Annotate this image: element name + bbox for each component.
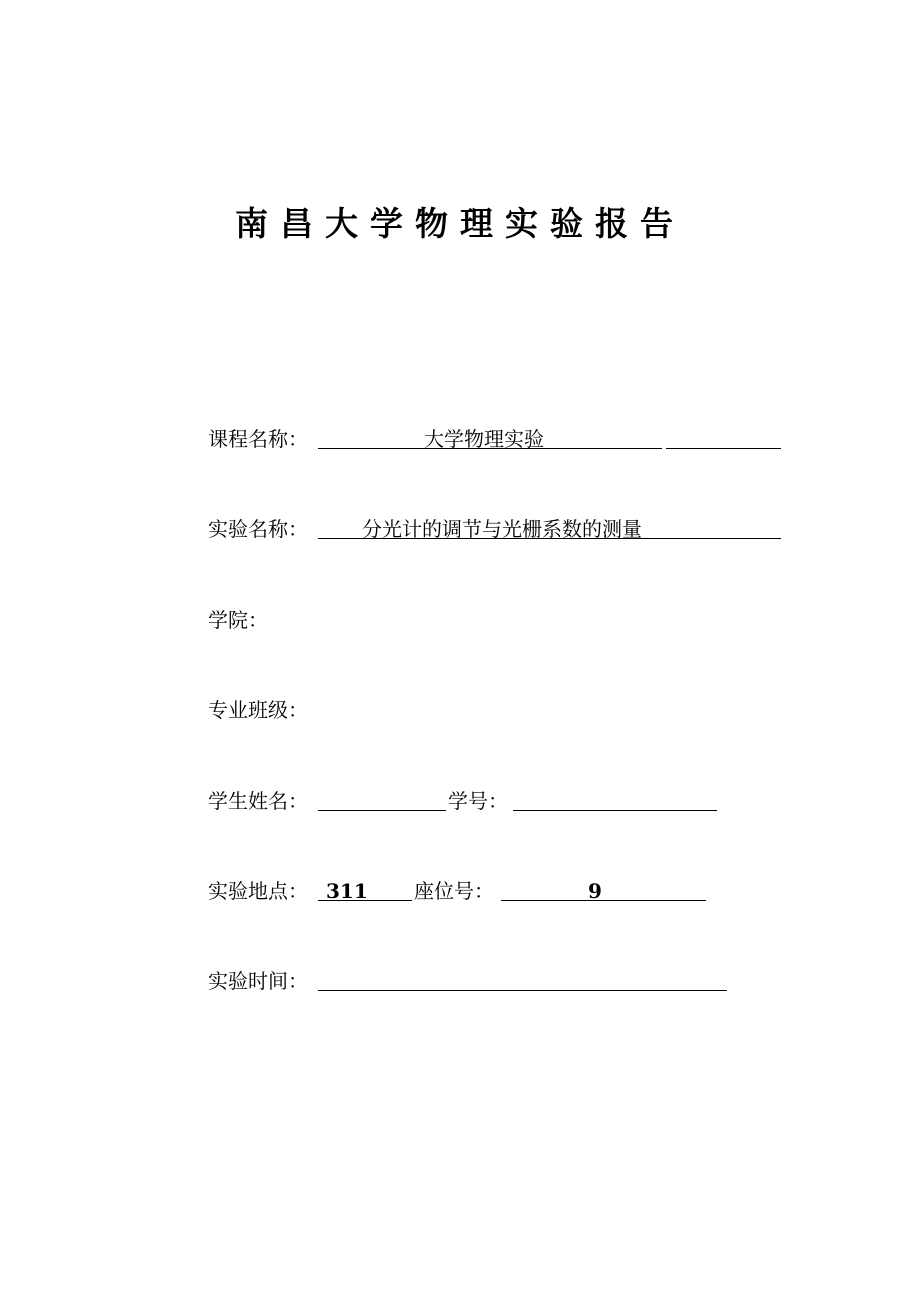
student-id-label: 学号： — [448, 789, 508, 813]
student-name-underline[interactable] — [318, 810, 446, 811]
college-label: 学院： — [208, 608, 268, 632]
seat-value[interactable]: 9 — [588, 879, 602, 903]
course-label: 课程名称： — [208, 427, 308, 451]
experiment-label: 实验名称： — [208, 517, 308, 541]
student-name-label: 学生姓名： — [208, 789, 308, 813]
time-underline[interactable] — [318, 990, 727, 991]
course-underline-extra — [666, 448, 781, 449]
seat-underline — [501, 900, 706, 901]
student-id-underline[interactable] — [513, 810, 717, 811]
location-value[interactable]: 311 — [326, 879, 368, 903]
seat-label: 座位号： — [414, 879, 494, 903]
course-value[interactable]: 大学物理实验 — [424, 427, 544, 451]
location-label: 实验地点： — [208, 879, 308, 903]
time-label: 实验时间： — [208, 969, 308, 993]
major-class-label: 专业班级： — [208, 698, 308, 722]
experiment-value[interactable]: 分光计的调节与光栅系数的测量 — [362, 517, 642, 541]
report-title: 南昌大学物理实验报告 — [235, 204, 685, 243]
